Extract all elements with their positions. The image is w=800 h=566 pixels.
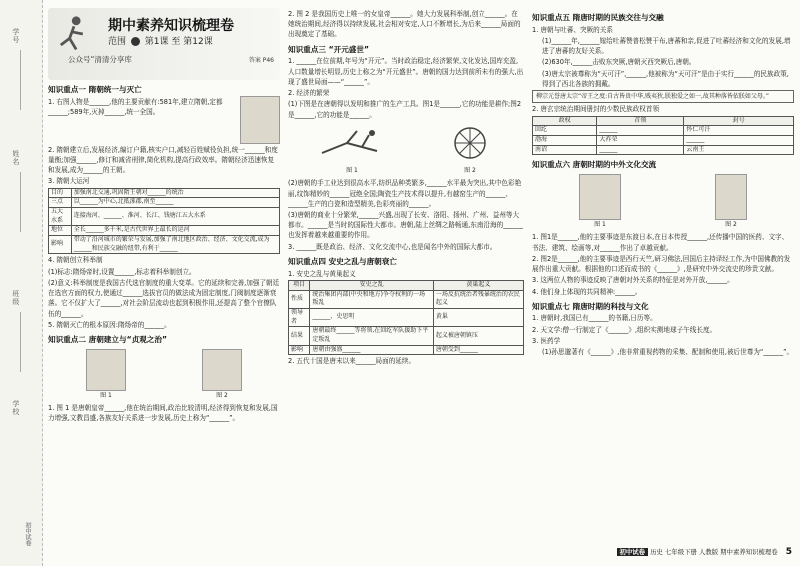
question-text: 1. 右图人物是______,他的主要贡献有:581年,建立隋朝,定都______;589年,灭掉______,统一全国。 (48, 97, 223, 116)
section-title: 隋朝统一与灭亡 (88, 85, 142, 94)
question-text: 4. 他们身上体现的共同精神:______。 (532, 287, 642, 296)
binding-line (20, 50, 21, 110)
footer-subject: 历史 (650, 548, 663, 557)
table-header: 项目 (289, 280, 310, 290)
range-bullet-icon (131, 37, 140, 46)
footer-brand: 初中试卷 (617, 548, 649, 556)
figure-caption: 图 2 (464, 167, 476, 175)
question-text: 2. 唐玄宗统治期间册封的少数民族政权首领 (532, 105, 660, 114)
table-cell: 领导者 (289, 308, 310, 326)
table-cell: 南诏 (533, 145, 597, 155)
table-row (533, 145, 794, 155)
plow-illustration-icon (317, 123, 387, 163)
table-row (533, 126, 794, 136)
table-row (49, 198, 280, 208)
section-heading (532, 12, 794, 24)
question-text: 2. 图 2 是我国历史上唯一的女皇帝______。她大力发展科举制,创立______。在她统治期间,经济得以持续发展,社会相对安定,人口不断增长,为后来______局面的出现奠定了基础。 (288, 10, 521, 39)
section-heading (532, 159, 794, 171)
question-text: 1. 图1是______,他的主要事迹是东渡日本,在日本传授______,还传播中国的医药、文字、书法、建筑、绘画等,对______作出了卓越贡献。 (532, 233, 789, 252)
table-cell: ______、史思明 (310, 308, 434, 326)
table-row (289, 327, 524, 345)
monk-statue-image (579, 174, 621, 220)
question-text: 2. 天文学:僧一行制定了《______》,组织实测地球子午线长度。 (532, 325, 717, 334)
answer-reference: 答案 P46 (248, 57, 274, 64)
table-row (289, 345, 524, 355)
footer-title: 期中素养知识梳理卷 (720, 548, 778, 557)
question-text: 1. ______在位前期,年号为“开元”。当时政治稳定,经济繁荣,文化发达,国库充盈,人口数量增长明显,历史上称之为“开元盛世”。唐朝的国力达到前所未有的强大,出现了盛世局面——“______”。 (288, 57, 524, 86)
table-row (289, 290, 524, 308)
section-title: 安史之乱与唐朝衰亡 (328, 256, 397, 266)
section-title: “开元盛世” (328, 44, 369, 54)
figure-row (288, 123, 524, 176)
banner-subtitle: 公众号“清清分享库 (68, 55, 132, 64)
table-cell: 唐朝受到______ (433, 345, 523, 355)
footer-edition: 人教版 (698, 548, 719, 557)
table-header: 首领 (597, 116, 684, 126)
binding-school-label: 学校 (11, 400, 20, 416)
question-text: 1. 安史之乱与黄巢起义 (288, 269, 356, 278)
section-tag: 知识重点五 (532, 13, 570, 22)
range-prefix: 范围 (108, 37, 127, 47)
figure (202, 349, 242, 400)
section-title: 唐朝建立与“贞观之治” (88, 334, 167, 344)
binding-number-label: 学号 (11, 28, 20, 44)
titles-table (532, 116, 794, 156)
figure-caption: 图 2 (216, 391, 228, 399)
question-text: (1)下图是在唐朝得以发明和推广的生产工具。图1是______,它的功能是耕作;图2是______,它的功能是______。 (288, 100, 522, 119)
table-cell: 回纥 (533, 126, 597, 136)
table-cell: 连接海河、______、淮河、长江、钱塘江五大水系 (71, 208, 279, 226)
figure (317, 123, 387, 176)
emperor-portrait-image (240, 96, 280, 144)
question-text: 2. 图2是______,他的主要事迹是西行天竺,研习佛法,回国后主持译经工作,为中国佛教的发展作出重大贡献。根据他的口述而成书的《______》,是研究中外交流史的珍贵文献。 (532, 254, 791, 274)
runner-illustration-icon (52, 12, 96, 56)
waterwheel-illustration-icon (445, 123, 495, 163)
figure-caption: 图 1 (594, 221, 606, 229)
table-header-row (533, 116, 794, 126)
section-heading (48, 84, 280, 96)
table-cell: 黄巢 (433, 308, 523, 326)
figure (715, 174, 747, 229)
section-tag: 知识重点三 (288, 44, 326, 54)
figure (86, 349, 126, 400)
table-cell: 全长______多千米,是古代世界上最长的运河 (71, 226, 279, 236)
rebellion-table (288, 280, 524, 356)
section-title: 唐朝时期的中外文化交流 (572, 160, 657, 170)
question-text: 1. 图 1 是唐朝皇帝______,他在统治期间,政治比较清明,经济得到恢复和发展,国力增强,文教昌盛,各族友好关系进一步发展,历史上称为“______”。 (48, 404, 278, 423)
section-tag: 知识重点二 (48, 334, 86, 344)
table-cell: 唐朝由强盛______ (310, 345, 434, 355)
footer-grade: 七年级下册 (664, 548, 697, 557)
column-2 (288, 8, 524, 368)
table-cell: ______ (597, 145, 684, 155)
question-text: 2. 经济的繁荣 (288, 89, 330, 98)
question-text: 4. 隋朝创立科举制 (48, 256, 103, 265)
range-line (108, 36, 213, 50)
section-heading (532, 301, 794, 313)
table-cell: 唐朝最终______等将领,在回纥军队援助下平定叛乱 (310, 327, 434, 345)
question-text: (2)唐朝的手工业达到很高水平,纺织品种类繁多,______水平最为突出,其中色彩艳丽,纹饰精妙的______冠绝全国;陶瓷生产技术得以提升,有越窑生产的______、______生产的白瓷和造型精美,色彩亮丽的______。 (288, 179, 522, 208)
table-row (289, 308, 524, 326)
binding-margin (0, 0, 43, 566)
section-tag: 知识重点七 (532, 301, 570, 311)
table-cell: 三点 (49, 198, 72, 208)
question-text: (1)______年,______嫁给吐蕃赞普松赞干布,唐蕃和亲,促进了吐蕃经济和文化的发展,增进了唐蕃的友好关系。 (542, 36, 791, 56)
range-end: 第12课 (183, 37, 213, 47)
table-cell: 怀仁可汗 (684, 126, 794, 136)
table-header: 安史之乱 (310, 280, 434, 290)
title-banner (48, 8, 280, 80)
question-text: (1)标志:隋炀帝时,设置______,标志着科举制创立。 (48, 267, 196, 276)
column-1 (48, 8, 280, 424)
table-header: 黄巢起义 (433, 280, 523, 290)
stamp-image (715, 174, 747, 220)
range-start: 第1课 (144, 37, 169, 47)
empress-image (202, 349, 242, 391)
table-cell: 五大水系 (49, 208, 72, 226)
question-text: (1)孙思邈著有《______》,他非常重视药物的采集、配制和使用,被后世尊为“______”。 (542, 348, 794, 357)
section-tag: 知识重点四 (288, 256, 326, 266)
question-text: 3. ______既是政治、经济、文化交流中心,也是闻名中外的国际大都市。 (288, 242, 497, 251)
question-text: (3)唐太宗被尊称为“天可汗”,______,他被称为“天可汗”是由于实行______的民族政策,得到了西北各族的拥戴。 (542, 69, 789, 88)
range-to: 至 (171, 37, 181, 47)
question-text: 1. 唐朝与吐蕃、突厥的关系 (532, 25, 613, 34)
table-cell: 大祚荣 (597, 135, 684, 145)
table-cell: 统治集团内部(中央和地方)争夺权利的一场叛乱 (310, 290, 434, 308)
table-cell: 带动了沿河城市的繁荣与发展,加强了南北地区政治、经济、文化交流,成为______和民族交融的纽带,有利于______ (71, 236, 279, 254)
section-title: 隋唐时期的民族交往与交融 (572, 13, 664, 22)
canal-table (48, 188, 280, 255)
tang-emperor-image (86, 349, 126, 391)
table-cell: 结果 (289, 327, 310, 345)
question-text: 3. 隋朝大运河 (48, 177, 90, 186)
question-text: 5. 隋朝灭亡的根本原因:隋炀帝的______。 (48, 320, 171, 329)
figure-caption: 图 1 (100, 391, 112, 399)
table-cell: 起义被唐朝镇压 (433, 327, 523, 345)
table-cell: ______ (684, 135, 794, 145)
binding-line (20, 312, 21, 372)
question-text: 2. 五代十国是唐末以来______局面的延续。 (288, 357, 416, 366)
section-heading (48, 334, 280, 346)
table-row (49, 188, 280, 198)
question-text: 3. 医药学 (532, 336, 561, 345)
page-number: 5 (785, 547, 792, 558)
table-cell: 以______为中心,北抵涿郡,南至______ (71, 198, 279, 208)
table-cell: 一场反抗统治者残暴统治的农民起义 (433, 290, 523, 308)
page-footer (617, 546, 792, 560)
binding-line (20, 172, 21, 232)
table-cell: 目的 (49, 188, 72, 198)
page-title: 期中素养知识梳理卷 (108, 18, 234, 34)
section-tag: 知识重点一 (48, 85, 86, 94)
quote-box: 柳宗元誉唐太宗“帝王之度:自古皆贵中华,贱夷狄,朕独爱之如一,故其种落皆依朕如父母。” (532, 90, 794, 103)
figure (579, 174, 621, 229)
figure-caption: 图 2 (725, 221, 737, 229)
question-text: 2. 隋朝建立后,发展经济,编订户籍,核实户口,减轻百姓赋役负担,统一______和度量衡;加强______,修订和减省刑律,简化机构,提高行政效率。隋朝经济迅速恢复和发展,成为______的王朝。 (48, 145, 278, 175)
question-text: (2)意义:科举制度是我国古代选官制度的重大变革。它的延续和完善,加强了朝廷在选官方面的权力,使通过______选拔官员的做法成为固定制度,门阀制度逐渐衰落。它不仅扩大了______,对社会阶层流动也起到积极作用,还提高了整个官僚队伍的______。 (48, 278, 280, 318)
binding-class-label: 班级 (11, 290, 20, 306)
figure-row (532, 174, 794, 229)
figure-caption: 图 1 (346, 167, 358, 175)
figure (445, 123, 495, 176)
table-cell: 影响 (49, 236, 72, 254)
table-header-row (289, 280, 524, 290)
table-row (533, 135, 794, 145)
table-cell: 渤海 (533, 135, 597, 145)
table-row (49, 208, 280, 226)
table-cell: 加强南北交通,巩固隋王朝对______的统治 (71, 188, 279, 198)
section-heading (288, 44, 524, 56)
table-row (49, 226, 280, 236)
section-heading (288, 256, 524, 268)
table-header: 政权 (533, 116, 597, 126)
question-text: (2)630年,______击败东突厥,唐朝灭西突厥后,唐朝。 (542, 58, 696, 67)
question-text: 1. 唐朝时,我国已有______的书籍,日历等。 (532, 314, 657, 323)
table-cell: 性质 (289, 290, 310, 308)
table-row (49, 236, 280, 254)
column-3 (532, 8, 794, 358)
section-tag: 知识重点六 (532, 160, 570, 170)
q1-block (48, 96, 280, 144)
binding-logo: 初中试卷 (24, 522, 31, 546)
figure-row (48, 349, 280, 400)
table-cell: 影响 (289, 345, 310, 355)
question-text: 3. 这两位人物的事迹反映了唐朝对外关系的特征是对外开放,______。 (532, 276, 734, 285)
table-header: 封号 (684, 116, 794, 126)
table-cell: ______ (597, 126, 684, 136)
binding-name-label: 姓名 (11, 150, 20, 166)
table-cell: 云南王 (684, 145, 794, 155)
table-cell: 地位 (49, 226, 72, 236)
question-text: (3)唐朝的商业十分繁荣,______兴盛,出现了长安、洛阳、扬州、广州、益州等大都市。______是当时的国际性大都市。唐朝,陆上丝绸之路畅通,东南沿海的______也发挥着越来越重要的作用。 (288, 210, 523, 240)
section-title: 隋唐时期的科技与文化 (572, 301, 649, 311)
